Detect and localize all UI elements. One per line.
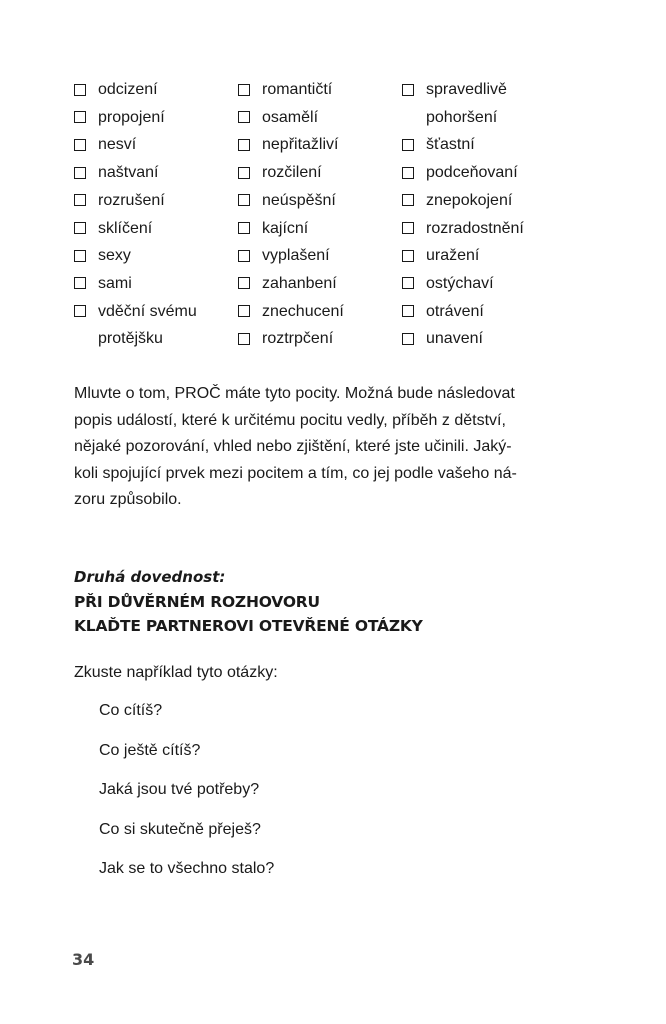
checklist-item-label: podceňovaní (426, 164, 518, 182)
checklist-item[interactable] (402, 270, 562, 298)
checklist-item-label: šťastní (426, 136, 475, 154)
checkbox-icon[interactable] (402, 167, 414, 179)
checklist-item-label: roztrpčení (262, 330, 334, 348)
checklist-item[interactable] (74, 215, 234, 243)
page-number: 34 (72, 950, 95, 969)
checkbox-icon[interactable] (402, 277, 414, 289)
checklist-item[interactable] (238, 270, 398, 298)
checkbox-icon[interactable] (238, 111, 250, 123)
checklist-column-3 (402, 76, 562, 353)
checkbox-icon[interactable] (238, 139, 250, 151)
checklist-item[interactable] (402, 76, 562, 131)
checklist-item-label: odcizení (98, 81, 158, 98)
checklist-item-label: uražení (426, 247, 480, 265)
checklist-item[interactable] (238, 76, 398, 104)
checkbox-icon[interactable] (238, 305, 250, 317)
checkbox-icon[interactable] (238, 333, 250, 345)
checklist-item-label: romantičtí (262, 81, 333, 98)
checkbox-icon[interactable] (402, 250, 414, 262)
checklist-item-label: sami (98, 274, 132, 292)
checklist-column-1 (74, 76, 234, 353)
checkbox-icon[interactable] (74, 84, 86, 96)
checklist-column-2 (238, 76, 398, 353)
checklist-item-label: propojení (98, 108, 165, 126)
checklist-item-label: nepřitažliví (262, 136, 339, 154)
question-list (99, 698, 274, 896)
checkbox-icon[interactable] (74, 194, 86, 206)
checklist-item-label: unavení (426, 330, 483, 348)
checkbox-icon[interactable] (74, 111, 86, 123)
checkbox-icon[interactable] (402, 305, 414, 317)
checkbox-icon[interactable] (402, 194, 414, 206)
checklist-item-label: rozradostnění (426, 219, 524, 237)
checklist-item[interactable] (238, 104, 398, 132)
checklist-item-label: ostýchaví (426, 274, 494, 292)
checklist-item[interactable] (74, 298, 234, 353)
checkbox-icon[interactable] (238, 84, 250, 96)
checkbox-icon[interactable] (238, 194, 250, 206)
checkbox-icon[interactable] (74, 167, 86, 179)
checklist-item-label: otrávení (426, 302, 484, 320)
checklist-item-label: rozrušení (98, 191, 165, 209)
checkbox-icon[interactable] (74, 222, 86, 234)
checklist-item-label: vyplašení (262, 247, 330, 265)
checkbox-icon[interactable] (402, 139, 414, 151)
checkbox-icon[interactable] (238, 222, 250, 234)
checklist-item[interactable] (238, 325, 398, 353)
checklist-item[interactable] (74, 242, 234, 270)
checklist-item[interactable] (402, 325, 562, 353)
checklist-item-label: spravedlivě pohoršení (426, 81, 507, 126)
checklist-item[interactable] (402, 215, 562, 243)
checklist-item[interactable] (402, 298, 562, 326)
checkbox-icon[interactable] (74, 277, 86, 289)
checklist-item[interactable] (74, 270, 234, 298)
question-item: Co ještě cítíš? (99, 741, 201, 759)
checkbox-icon[interactable] (74, 139, 86, 151)
checklist-item[interactable] (402, 187, 562, 215)
checklist-item[interactable] (74, 159, 234, 187)
body-paragraph: Mluvte o tom, PROČ máte tyto pocity. Možná bude následovat popis událostí, které k určitému pocitu vedly, příběh z dětství, nějaké pozorování, vhled nebo zjištění, které jste učinili. Jaký- koli spojující prvek mezi pocitem a tím, co jej podle vašeho ná- zoru způsobilo. (74, 385, 517, 508)
checklist-item-label: nesví (98, 136, 137, 154)
checkbox-icon[interactable] (238, 167, 250, 179)
checklist-item-label: sklíčení (98, 219, 153, 237)
checklist-item[interactable] (74, 187, 234, 215)
checklist-item[interactable] (238, 159, 398, 187)
question-item: Co si skutečně přeješ? (99, 820, 261, 838)
checklist-item-label: znechucení (262, 302, 344, 320)
checklist-item-label: rozčilení (262, 164, 322, 182)
questions-intro: Zkuste například tyto otázky: (74, 664, 278, 681)
checklist-item[interactable] (238, 298, 398, 326)
checklist-item[interactable] (238, 187, 398, 215)
checklist-item[interactable] (238, 215, 398, 243)
checklist-item[interactable] (402, 131, 562, 159)
checklist-item[interactable] (74, 131, 234, 159)
checklist-item[interactable] (238, 131, 398, 159)
checklist-item[interactable] (238, 242, 398, 270)
checklist-item-label: kajícní (262, 219, 309, 237)
checkbox-icon[interactable] (238, 277, 250, 289)
section-heading (74, 565, 594, 638)
checkbox-icon[interactable] (238, 250, 250, 262)
checkbox-icon[interactable] (74, 305, 86, 317)
checklist-item[interactable] (74, 104, 234, 132)
checklist-item[interactable] (402, 159, 562, 187)
checkbox-icon[interactable] (402, 333, 414, 345)
question-item: Jaká jsou tvé potřeby? (99, 781, 260, 798)
question-item: Co cítíš? (99, 702, 163, 719)
checklist-item[interactable] (74, 76, 234, 104)
checklist-item-label: neúspěšní (262, 191, 336, 209)
checklist-item-label: vděční svému protějšku (98, 302, 197, 348)
checklist-item-label: zahanbení (262, 274, 337, 292)
checklist-item-label: znepokojení (426, 191, 513, 209)
checklist-item-label: sexy (98, 247, 131, 265)
checklist-item-label: osamělí (262, 108, 319, 126)
checkbox-icon[interactable] (402, 222, 414, 234)
question-item: Jak se to všechno stalo? (99, 860, 275, 877)
section-title: PŘI DŮVĚRNÉM ROZHOVORU KLAĎTE PARTNEROVI OTEVŘENÉ OTÁZKY (74, 593, 423, 635)
checklist-item[interactable] (402, 242, 562, 270)
section-label: Druhá dovednost: (74, 568, 226, 586)
checklist-item-label: naštvaní (98, 164, 159, 182)
checkbox-icon[interactable] (402, 84, 414, 96)
checkbox-icon[interactable] (74, 250, 86, 262)
